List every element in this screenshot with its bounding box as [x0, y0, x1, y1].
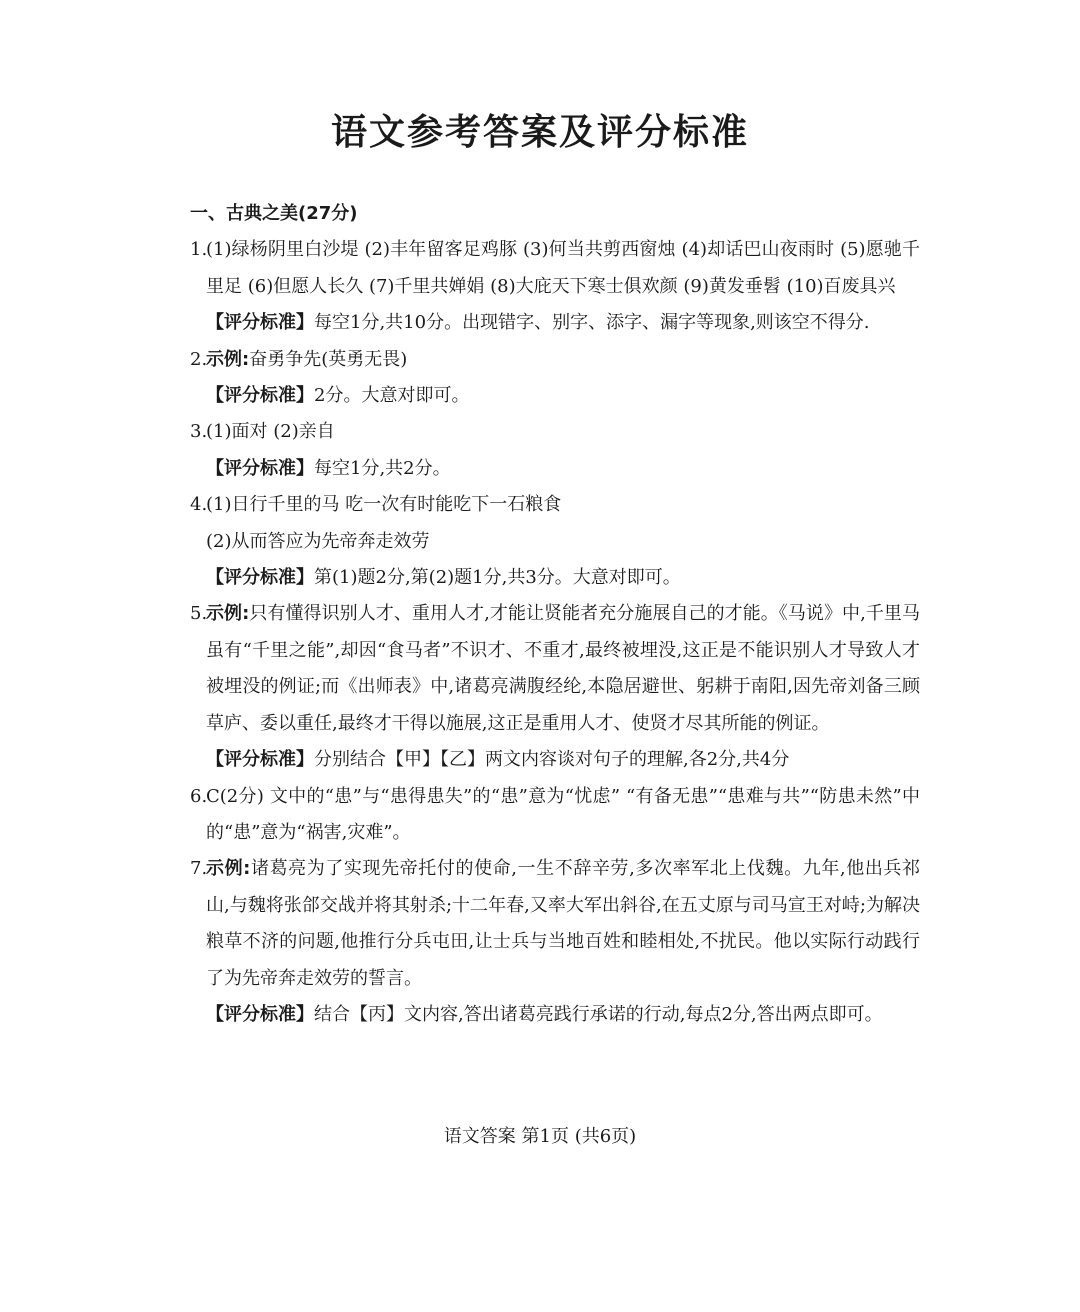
item-answer: 只有懂得识别人才、重用人才,才能让贤能者充分施展自己的才能。《马说》中,千里马虽有“千里之能”,却因“食马者”不识才、不重才,最终被埋没,这正是不能识别人才导致人才被埋没的例证;而《出师表》中,诸葛亮满腹经纶,本隐居避世、躬耕于南阳,因先帝刘备三顾草庐、委以重任,最终才干得以施展,这正是重用人才、使贤才尽其所能的例证。 — [206, 603, 920, 734]
item-answer: 奋勇争先(英勇无畏) — [249, 348, 408, 370]
answer-item-4 — [190, 487, 920, 523]
item-number: 4. — [190, 494, 208, 516]
page-title: 语文参考答案及评分标准 — [330, 112, 749, 153]
criteria-text: 第(1)题2分,第(2)题1分,共3分。大意对即可。 — [314, 567, 681, 589]
answer-item-6 — [190, 779, 920, 852]
grading-criteria-5 — [190, 742, 920, 778]
answer-item-2 — [190, 342, 920, 378]
criteria-label: 【评分标准】 — [206, 457, 314, 479]
item-number: 3. — [190, 421, 208, 443]
item-answer: (1)绿杨阴里白沙堤 (2)丰年留客足鸡豚 (3)何当共剪西窗烛 (4)却话巴山夜雨时 (5)愿驰千里足 (6)但愿人长久 (7)千里共婵娟 (8)大庇天下寒士俱欢颜 (9)黄发垂髫 (10)百废具兴 — [206, 239, 920, 297]
example-label: 示例: — [206, 348, 250, 370]
answer-item-7 — [190, 851, 920, 997]
criteria-text: 2分。大意对即可。 — [314, 385, 470, 407]
criteria-text: 结合【丙】文内容,答出诸葛亮践行承诺的行动,每点2分,答出两点即可。 — [314, 1003, 883, 1025]
grading-criteria-4 — [190, 560, 920, 596]
answer-item-1 — [190, 232, 920, 305]
grading-criteria-1 — [190, 305, 920, 341]
example-label: 示例: — [206, 603, 250, 625]
criteria-text: 分别结合【甲】【乙】两文内容谈对句子的理解,各2分,共4分 — [314, 749, 790, 771]
example-label: 示例: — [206, 858, 251, 880]
item-answer: 诸葛亮为了实现先帝托付的使命,一生不辞辛劳,多次率军北上伐魏。九年,他出兵祁山,与魏将张郃交战并将其射杀;十二年春,又率大军出斜谷,在五丈原与司马宣王对峙;为解决粮草不济的问题,他推行分兵屯田,让士兵与当地百姓和睦相处,不扰民。他以实际行动践行了为先帝奔走效劳的誓言。 — [206, 858, 920, 989]
criteria-label: 【评分标准】 — [206, 567, 314, 589]
item-number: 1. — [190, 239, 208, 261]
answer-item-4-line-2: (2)从而答应为先帝奔走效劳 — [206, 530, 430, 552]
criteria-label: 【评分标准】 — [206, 385, 314, 407]
section-heading: 一、古典之美(27分) — [190, 203, 358, 224]
answer-content — [190, 196, 920, 1033]
criteria-text: 每空1分,共10分。出现错字、别字、添字、漏字等现象,则该空不得分. — [314, 312, 870, 334]
grading-criteria-7 — [190, 997, 920, 1033]
criteria-label: 【评分标准】 — [206, 749, 314, 771]
page-footer: 语文答案 第1页 (共6页) — [443, 1126, 637, 1147]
answer-item-3 — [190, 414, 920, 450]
item-answer: C(2分) 文中的“患”与“患得患失”的“患”意为“忧虑” “有备无患”“患难与共”“防患未然”中的“患”意为“祸害,灾难”。 — [206, 785, 920, 843]
item-number: 7. — [190, 858, 208, 880]
item-number: 6. — [190, 785, 208, 807]
criteria-label: 【评分标准】 — [206, 1003, 314, 1025]
criteria-text: 每空1分,共2分。 — [314, 457, 451, 479]
item-answer-line-1: (1)日行千里的马 吃一次有时能吃下一石粮食 — [206, 494, 562, 516]
criteria-label: 【评分标准】 — [206, 312, 314, 334]
item-number: 2. — [190, 348, 208, 370]
grading-criteria-2 — [190, 378, 920, 414]
answer-item-5 — [190, 596, 920, 742]
item-number: 5. — [190, 603, 208, 625]
grading-criteria-3 — [190, 451, 920, 487]
item-answer: (1)面对 (2)亲自 — [206, 421, 335, 443]
